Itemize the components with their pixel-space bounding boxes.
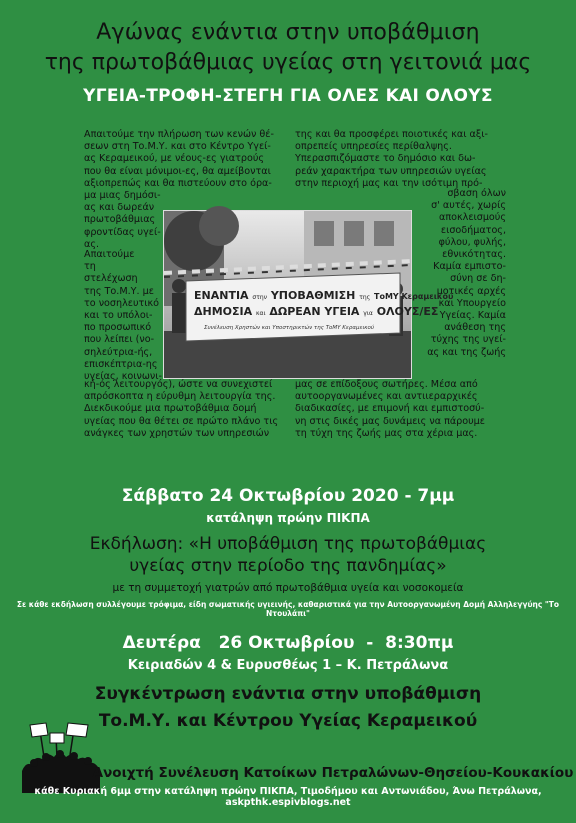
text-line: αυτοοργανωμένες και αντιιεραρχικές — [295, 391, 478, 403]
banner-word: ΔΗΜΟΣΙΑ — [194, 305, 253, 318]
text-line: σβαση όλων — [447, 188, 506, 199]
text-line: διαδικασίες, με επιμονή και εμπιστοσύ- — [295, 403, 485, 415]
poster-title-line2: της πρωτοβάθμιας υγείας στη γειτονιά μας — [44, 50, 532, 75]
text-line: επισκέπτρια-ης — [84, 358, 158, 370]
event1-collection-note: Σε κάθε εκδήλωση συλλέγουμε τρόφιμα, είδη σωματικής υγιεινής, καθαριστικά για την Αυτοοργανωμένη Δομή Αλληλεγγύης "Το Ντουλάπι" — [16, 600, 560, 618]
protest-photo — [163, 210, 454, 379]
text-line: που λείπει (νο- — [84, 334, 155, 346]
event1-participants: με τη συμμετοχή γιατρών από πρωτοβάθμια υγεία και νοσοκομεία — [112, 582, 464, 594]
text-line: που θα είναι μόνιμοι-ες, θα αμείβονται — [84, 165, 271, 177]
left-column-bottom — [84, 379, 284, 440]
right-column-bottom — [295, 379, 505, 440]
event1-title-line1: Εκδήλωση: «Η υποβάθμιση της πρωτοβάθμιας — [89, 534, 487, 554]
banner-word: ΕΝΑΝΤΙΑ — [194, 289, 249, 302]
protest-photo-illustration — [164, 211, 454, 378]
text-line: μα μιας δημόσι- — [84, 190, 161, 202]
text-line: μοτικές αρχές — [436, 285, 506, 297]
svg-text:ΔΗΜΟΣΙΑ και ΔΩΡΕΑΝ — [194, 305, 438, 318]
banner-word: στην — [252, 294, 267, 301]
banner-word: της — [359, 294, 371, 301]
text-line: Καμία εμπιστο- — [433, 261, 506, 273]
text-line: αξιοπρεπώς και θα πιστεύουν στο όρα- — [84, 177, 272, 189]
text-line: οπρεπείς υπηρεσίες περίθαλψης. — [295, 141, 452, 153]
text-line: νη στις δικές μας δυνάμεις να πάρουμε — [295, 415, 485, 427]
text-line: της και θα προσφέρει ποιοτικές και αξι- — [295, 129, 488, 140]
event2-date: Δευτέρα 26 Οκτωβρίου - 8:30πμ — [122, 633, 454, 653]
text-line: αποκλεισμούς — [439, 212, 506, 224]
text-line: ανάθεση της — [444, 322, 506, 334]
organization-name: Ανοιχτή Συνέλευση Κατοίκων Πετραλώνων-Θησείου-Κουκακίου — [92, 765, 574, 781]
right-column-wrap — [414, 188, 506, 359]
banner-word: ΟΛΟΥΣ/ΕΣ — [376, 305, 439, 318]
poster-title-line1: Αγώνας ενάντια στην υποβάθμιση — [96, 20, 480, 45]
text-line: κή-ός λειτουργός), ώστε να συνεχιστεί — [84, 379, 273, 390]
banner-word: ΤοΜΥ Κεραμεικού — [373, 292, 454, 301]
banner-word: για — [363, 310, 373, 317]
event2-title-line1: Συγκέντρωση ενάντια στην υποβάθμιση — [94, 684, 482, 704]
text-line: Διεκδικούμε μια πρωτοβάθμια δομή — [84, 403, 257, 415]
text-line: πο προσωπικό — [84, 322, 152, 334]
organization-info: κάθε Κυριακή 6μμ στην κατάληψη πρώην ΠΙΚΠΑ, Τιμοδήμου και Αντωνιάδου, Άνω Πετράλωνα, askpthk.espivblogs.net — [34, 786, 542, 808]
text-line: Υπερασπιζόμαστε το δημόσιο και δω- — [295, 153, 476, 165]
text-line: υγείας, κοινωνι- — [84, 371, 162, 383]
text-line: ανάγκες των χρηστών των υπηρεσιών — [84, 427, 270, 439]
text-line: τύχης της υγεί- — [430, 334, 506, 346]
text-line: εθνικότητας. — [442, 249, 506, 261]
text-line: το νοσηλευτικό — [84, 297, 160, 309]
text-line: φροντίδας υγεί- — [84, 226, 161, 238]
text-line: και Υπουργείο — [438, 297, 506, 309]
text-line: Υγείας. Καμία — [439, 310, 506, 322]
text-line: τη τύχη της ζωής μας στα χέρια μας. — [295, 427, 478, 439]
text-line: ας και της ζωής — [427, 346, 506, 358]
text-line: ας. — [84, 238, 100, 250]
text-line: σεων στη Το.Μ.Υ. και στο Κέντρο Υγεί- — [84, 141, 271, 153]
right-column-top — [295, 129, 505, 190]
text-line: Απαιτούμε την πλήρωση των κενών θέ- — [84, 129, 274, 140]
left-column-wrap — [84, 249, 160, 383]
text-line: απρόσκοπτα η εύρυθμη λειτουργία της. — [84, 391, 276, 403]
text-line: πρωτοβάθμιας — [84, 214, 156, 226]
text-line: στην περιοχή μας και την ισότιμη πρό- — [295, 177, 483, 189]
event2-address: Κειριαδών 4 & Ευρυσθέως 1 – Κ. Πετράλωνα — [127, 658, 449, 673]
text-line: ρεάν χαρακτήρα των υπηρεσιών υγείας — [295, 165, 487, 177]
text-line: μας σε επίδοξους σωτήρες. Μέσα από — [295, 379, 478, 390]
text-line: σηλεύτρια-ής, — [84, 346, 153, 358]
text-line: της Το.Μ.Υ. με — [84, 285, 154, 297]
text-line: ας Κεραμεικού, με νέους-ες γιατρούς — [84, 153, 265, 165]
crowd-with-flags-logo-icon — [22, 723, 100, 793]
text-line: στελέχωση — [84, 273, 138, 285]
banner-signature: Συνέλευση Χρηστών και Υποστηρικτών της ΤοΜΥ Κεραμεικού — [204, 325, 375, 331]
event1-place: κατάληψη πρώην ΠΙΚΠΑ — [206, 511, 370, 525]
text-line: και το υπόλοι- — [84, 310, 153, 322]
poster-subtitle: ΥΓΕΙΑ-ΤΡΟΦΗ-ΣΤΕΓΗ ΓΙΑ ΟΛΕΣ ΚΑΙ ΟΛΟΥΣ — [83, 86, 493, 106]
text-line: υγείας που θα θέτει σε πρώτο πλάνο τις — [84, 415, 279, 427]
text-line: σύνη σε δη- — [450, 273, 506, 285]
banner-word: ΥΠΟΒΑΘΜΙΣΗ — [270, 289, 356, 302]
text-line: ας και δωρεάν — [84, 202, 155, 214]
text-line: Απαιτούμε — [84, 249, 135, 260]
banner-word: ΔΩΡΕΑΝ ΥΓΕΙΑ — [269, 305, 360, 318]
event1-date: Σάββατο 24 Οκτωβρίου 2020 - 7μμ — [121, 486, 455, 506]
text-line: σ' αυτές, χωρίς — [431, 200, 506, 212]
text-line: τη — [84, 261, 96, 273]
event1-title-line2: υγείας στην περίοδο της πανδημίας» — [129, 556, 447, 576]
event2-title-line2: Το.Μ.Υ. και Κέντρου Υγείας Κεραμεικού — [98, 711, 478, 731]
text-line: εισοδήματος, — [440, 224, 506, 236]
banner-word: και — [255, 310, 266, 317]
text-line: φύλου, φυλής, — [438, 236, 506, 248]
